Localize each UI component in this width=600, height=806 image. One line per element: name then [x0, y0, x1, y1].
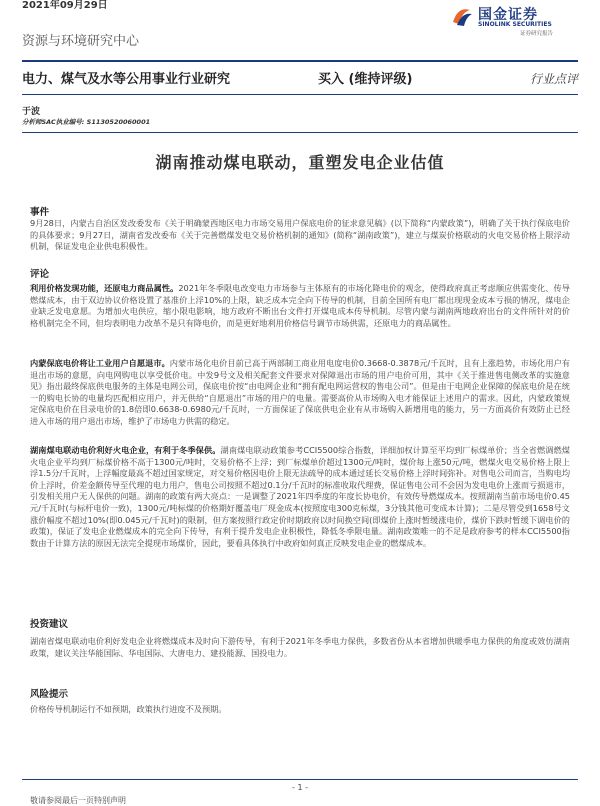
comment-paragraph-3	[30, 445, 570, 549]
advice-paragraph: 湖南省煤电联动电价利好发电企业将燃煤成本及时向下游传导，有利于2021年冬季电力保供，多数省份从本省增加供暖季电力保供的角度或效仿湖南政策，建议关注华能国际、华电国际、大唐电力、建投能源、国投电力。	[30, 636, 570, 658]
section-title-advice: 投资建议	[30, 619, 69, 630]
analyst-name: 于波	[22, 107, 41, 117]
header-rule-bottom	[22, 94, 578, 95]
logo-tagline: 证券研究报告	[520, 31, 554, 37]
research-center: 资源与环境研究中心	[22, 34, 140, 49]
report-headline: 湖南推动煤电联动，重塑发电企业估值	[155, 153, 445, 172]
footer-disclaimer: 敬请参阅最后一页特别声明	[30, 796, 126, 805]
page-number: - 1 -	[292, 783, 308, 792]
section-title-event: 事件	[30, 207, 50, 218]
comment-text-3: 湖南煤电联动政策参考CCI5500综合指数，详细加权计算至平均到厂标煤单价；当全省燃调燃煤火电企业平均到厂标煤价格不高于1300元/吨时，交易价格不上浮；到厂标煤单价超过1300元/吨时，煤价每上涨50元/吨，燃煤火电交易价格上限上浮1.5分/千瓦时，上浮幅度最高不超过国家规定，对交易价格因电价上限无法疏导的成本通过延长交易价格上浮时间弥补。对售电公司而言，当购电均价上浮时，价差金额传导至代理的电力用户，售电公司按照不超过0.1分/千瓦时的标准收取代理费，保证售电公司不会因为发电电价上涨而亏损退市，引发相关用户无人保供的问题。湖南的政策有两大亮点：一是调整了2021年四季度的年度长协电价，有效传导燃煤成本。按照湖南当前市场电价0.45元/千瓦时(与标杆电价一致)，1300元/吨标煤的价格期好覆盖电厂现金成本(按照度电300克标煤，3分钱其他可变成本计算)；二是尽管受到1658号文涨价幅度不超过10%(即0.045元/千瓦时)的限制，但方案按照行政定价时期政府以时间换空间(即煤价上涨时暂缓涨电价，煤价下跌时暂缓下调电价的政策)，保证了发电企业燃煤成本的完全向下传导，有利于提升发电企业积极性，降低冬季限电量。湖南政策唯一的不足是政府参考的样本CCI5500指数由于计算方法的原因无法完全提现市场煤价，因此，要看具体执行中政府如何真正反映发电企业的燃煤成本。	[30, 445, 570, 548]
comment-lead-3: 湖南煤电联动电价利好火电企业，有利于冬季保供。	[30, 445, 221, 455]
sinolink-logo-icon	[450, 4, 474, 28]
logo-english-name: SINOLINK SECURITIES	[478, 21, 552, 28]
comment-lead-1: 利用价格发现功能，还原电力商品属性。	[30, 283, 179, 293]
sector-title: 电力、煤气及水等公用事业行业研究	[22, 72, 231, 87]
comment-paragraph-1	[30, 283, 570, 329]
sinolink-logo	[450, 4, 570, 38]
section-title-comment: 评论	[30, 269, 50, 280]
header-rule-top	[22, 60, 578, 62]
analyst-rule	[22, 132, 578, 133]
logo-name: 国金证券	[478, 7, 538, 23]
report-type: 行业点评	[529, 72, 578, 86]
report-date: 2021年09月29日	[22, 0, 108, 11]
comment-lead-2: 内蒙保底电价将让工业用户自愿退市。	[30, 358, 170, 368]
comment-text-1: 2021年冬季限电改变电力市场参与主体原有的市场化降电价的观念，使得政府真正考虑顺应供需变化、传导燃煤成本，由于双边协议价格设置了基准价上浮10%的上限，缺乏成本完全向下传导的机制，目前全国所有电厂都出现现金成本亏损的情况，煤电企业缺乏发电意愿。为增加火电供应，缩小限电影响，地方政府不断出台文件打开煤电成本传导机制。尽管内蒙与湖南两地政府出台的文件所针对的价格机制完全不同，但均表明电力改革不是只有降电价，而是更好地利用价格信号调节市场供需，还原电力的商品属性。	[30, 283, 570, 328]
event-paragraph: 9月28日，内蒙古自治区发改委发布《关于明确蒙西地区电力市场交易用户保底电价的征求意见稿》(以下简称“内蒙政策”)，明确了关于执行保底电价的具体要求；9月27日，湖南省发改委布《关于完善燃煤发电交易价格机制的通知》(简称“湖南政策”)，建立与煤炭价格联动的火电交易价格上限浮动机制，保证发电企业供电积极性。	[30, 218, 570, 252]
risk-paragraph: 价格传导机制运行不如预期，政策执行进度不及预期。	[30, 704, 227, 714]
comment-paragraph-2	[30, 358, 570, 428]
analyst-cert: 分析师SAC执业编号: S1130520060001	[22, 118, 151, 126]
comment-text-2: 内蒙市场化电价目前已高于两部制工商业用电度电价0.3668-0.3878元/千瓦时，且有上涨趋势，市场化用户有退出市场的意愿，向电网购电以享受低价电。中发9号文及相关配套文件要求对保障退出市场的用户电价可用，其中《关于推进售电侧改革的实施意见》指出最终保底供电服务的主体是电网公司，保底电价按“由电网企业和“拥有配电网运营权的售电公司”。但是由于电网企业保障的保底电价是在统一的购电长协的电量均匹配相应用户，并无供给“自愿退出”市场的用户的电量。需要高价从市场购入电才能保证上述用户的需求。因此，内蒙政策规定保底电价在目录电价的1.8倍即0.6638-0.6980元/千瓦时，一方面保证了保底供电企业有从市场购入新增用电的能力，另一方面高价有效防止已经进入市场的用户退出市场，维护了市场电力供需的稳定。	[30, 358, 570, 426]
title-band	[22, 64, 578, 90]
section-title-risk: 风险提示	[30, 689, 69, 700]
footer-rule	[22, 779, 578, 780]
rating: 买入 (维持评级)	[318, 72, 413, 87]
